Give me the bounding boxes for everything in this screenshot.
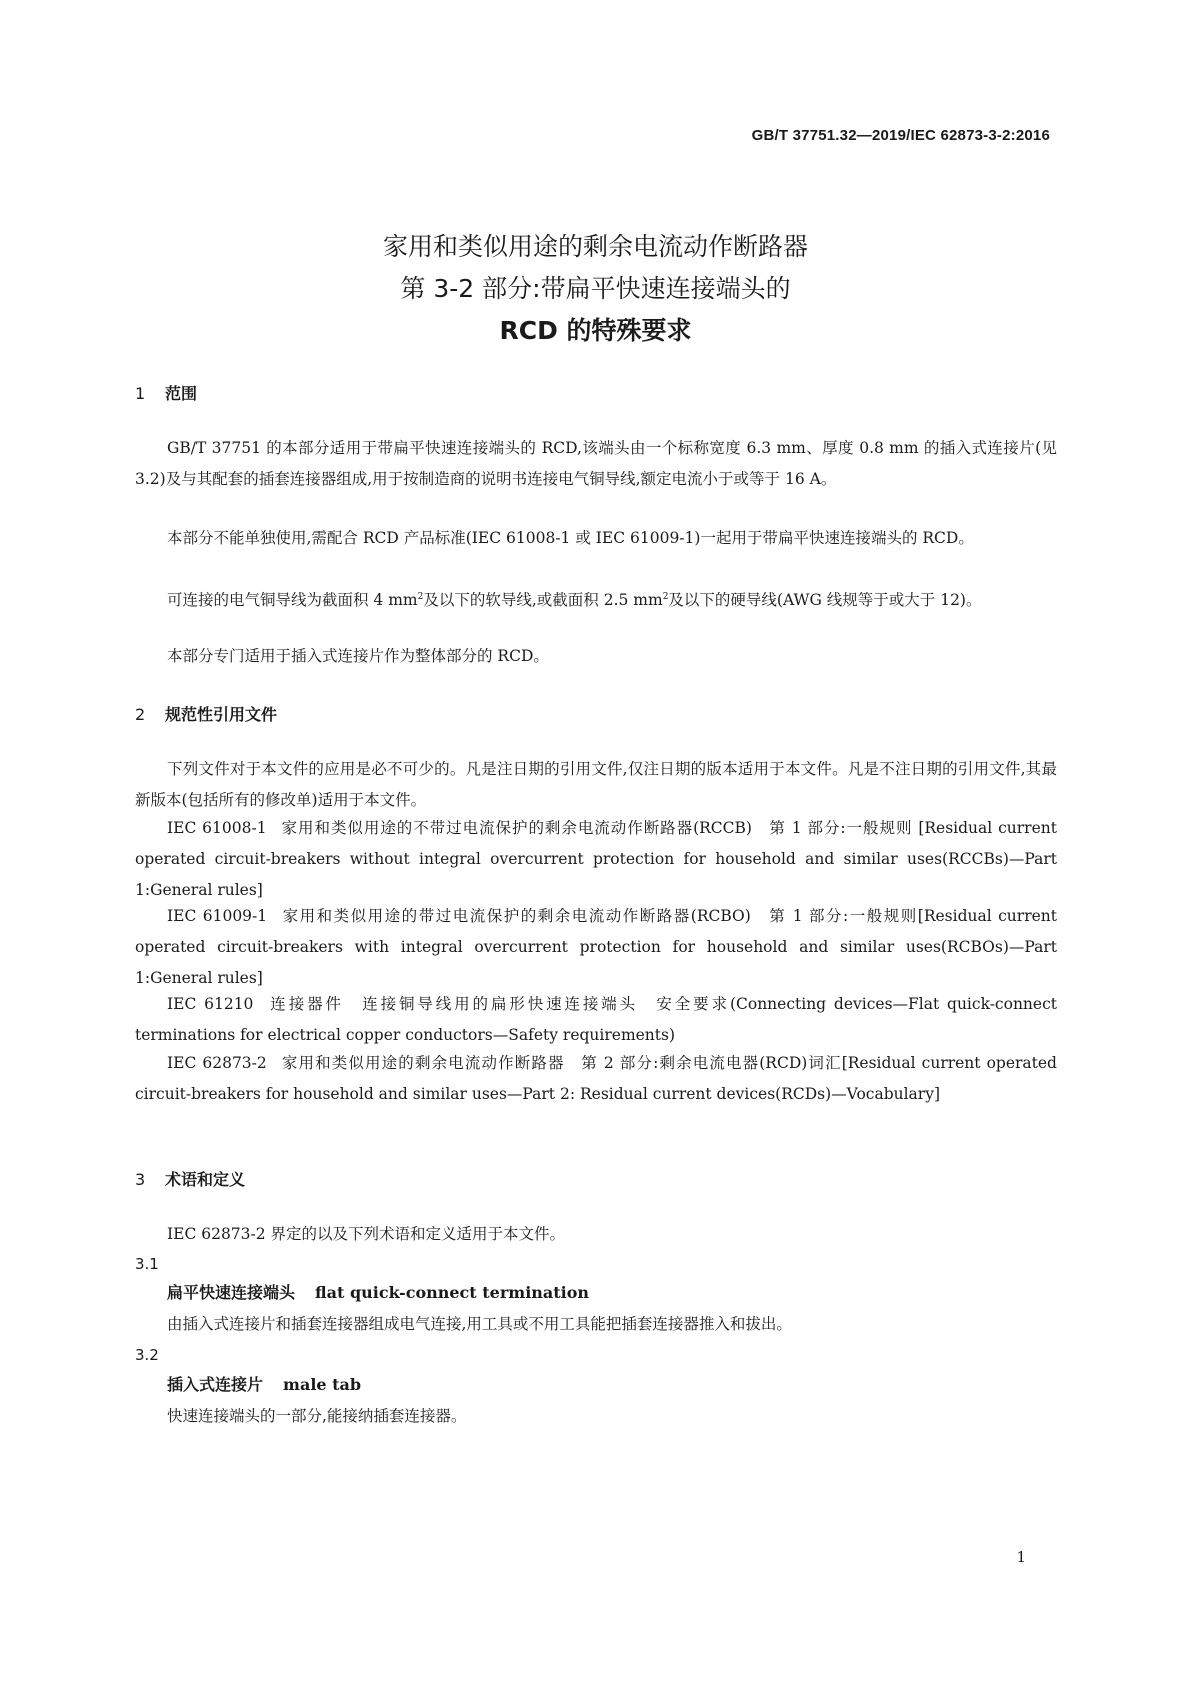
term-chinese: 扁平快速连接端头 (167, 1283, 296, 1302)
title-line-1: 家用和类似用途的剩余电流动作断路器 (382, 232, 808, 261)
term-number: 3.2 (135, 1346, 159, 1364)
section-2-title: 规范性引用文件 (165, 705, 278, 724)
title-line-2: 第 3-2 部分:带扁平快速连接端头的 (400, 274, 791, 303)
term-english: flat quick-connect termination (315, 1283, 590, 1302)
reference-item (135, 901, 1057, 994)
term-number: 3.1 (135, 1255, 159, 1273)
reference-code: IEC 62873-2 (167, 1054, 267, 1072)
term-english: male tab (283, 1375, 362, 1394)
term-definition: 快速连接端头的一部分,能接纳插套连接器。 (167, 1407, 467, 1425)
term-heading (167, 1372, 361, 1395)
reference-code: IEC 61210 (167, 995, 254, 1013)
section-1-paragraph-4: 本部分专门适用于插入式连接片作为整体部分的 RCD。 (167, 647, 549, 665)
reference-item (135, 989, 1057, 1051)
superscript-2: 2 (662, 592, 669, 602)
reference-code: IEC 61009-1 (167, 907, 268, 925)
reference-text: 家用和类似用途的带过电流保护的剩余电流动作断路器(RCBO) 第 1 部分:一般规则[Residual current operated circuit-breakers with integral overcurrent protection for household and similar uses(RCBOs)—Part 1:General rules] (135, 907, 1057, 987)
section-1-heading (135, 381, 197, 404)
section-1-paragraph-2: 本部分不能单独使用,需配合 RCD 产品标准(IEC 61008-1 或 IEC 61009-1)一起用于带扁平快速连接端头的 RCD。 (167, 529, 974, 547)
section-2-intro: 下列文件对于本文件的应用是必不可少的。凡是注日期的引用文件,仅注日期的版本适用于本文件。凡是不注日期的引用文件,其最新版本(包括所有的修改单)适用于本文件。 (135, 760, 1057, 809)
standard-code: GB/T 37751.32—2019/IEC 62873-3-2:2016 (751, 127, 1050, 144)
section-3-title: 术语和定义 (165, 1170, 246, 1189)
page-number: 1 (1016, 1548, 1026, 1566)
section-1-paragraph-3 (135, 582, 1057, 616)
section-1-paragraph-1: GB/T 37751 的本部分适用于带扁平快速连接端头的 RCD,该端头由一个标称宽度 6.3 mm、厚度 0.8 mm 的插入式连接片(见 3.2)及与其配套的插套连接器组成,用于按制造商的说明书连接电气铜导线,额定电流小于或等于 16 A。 (135, 439, 1057, 488)
superscript-2: 2 (417, 592, 424, 602)
title-line-3: RCD 的特殊要求 (499, 316, 692, 345)
section-1-title: 范围 (165, 384, 198, 403)
reference-code: IEC 61008-1 (167, 819, 267, 837)
section-3-heading (135, 1167, 245, 1190)
p3-part-b: 及以下的软导线,或截面积 2.5 mm (423, 591, 663, 609)
reference-text: 连接器件 连接铜导线用的扁形快速连接端头 安全要求(Connecting devices—Flat quick-connect terminations for electrical copper conductors—Safety requirements) (135, 995, 1057, 1044)
reference-item (135, 1048, 1057, 1110)
p3-part-c: 及以下的硬导线(AWG 线规等于或大于 12)。 (668, 591, 982, 609)
section-2-heading (135, 702, 277, 725)
section-2-number: 2 (135, 705, 146, 724)
term-chinese: 插入式连接片 (167, 1375, 264, 1394)
term-heading (167, 1280, 589, 1303)
reference-text: 家用和类似用途的不带过电流保护的剩余电流动作断路器(RCCB) 第 1 部分:一般规则 [Residual current operated circuit-breakers without integral overcurrent protection for household and similar uses(RCCBs)—Part 1:General rules] (135, 819, 1057, 899)
section-3-intro: IEC 62873-2 界定的以及下列术语和定义适用于本文件。 (167, 1225, 566, 1243)
reference-item (135, 813, 1057, 906)
section-1-number: 1 (135, 384, 146, 403)
term-definition: 由插入式连接片和插套连接器组成电气连接,用工具或不用工具能把插套连接器推入和拔出。 (167, 1315, 792, 1333)
p3-part-a: 可连接的电气铜导线为截面积 4 mm (167, 591, 418, 609)
reference-text: 家用和类似用途的剩余电流动作断路器 第 2 部分:剩余电流电器(RCD)词汇[Residual current operated circuit-breakers for household and similar uses—Part 2: Residual current devices(RCDs)—Vocabulary] (135, 1054, 1057, 1103)
document-title (0, 226, 1191, 352)
section-3-number: 3 (135, 1170, 146, 1189)
